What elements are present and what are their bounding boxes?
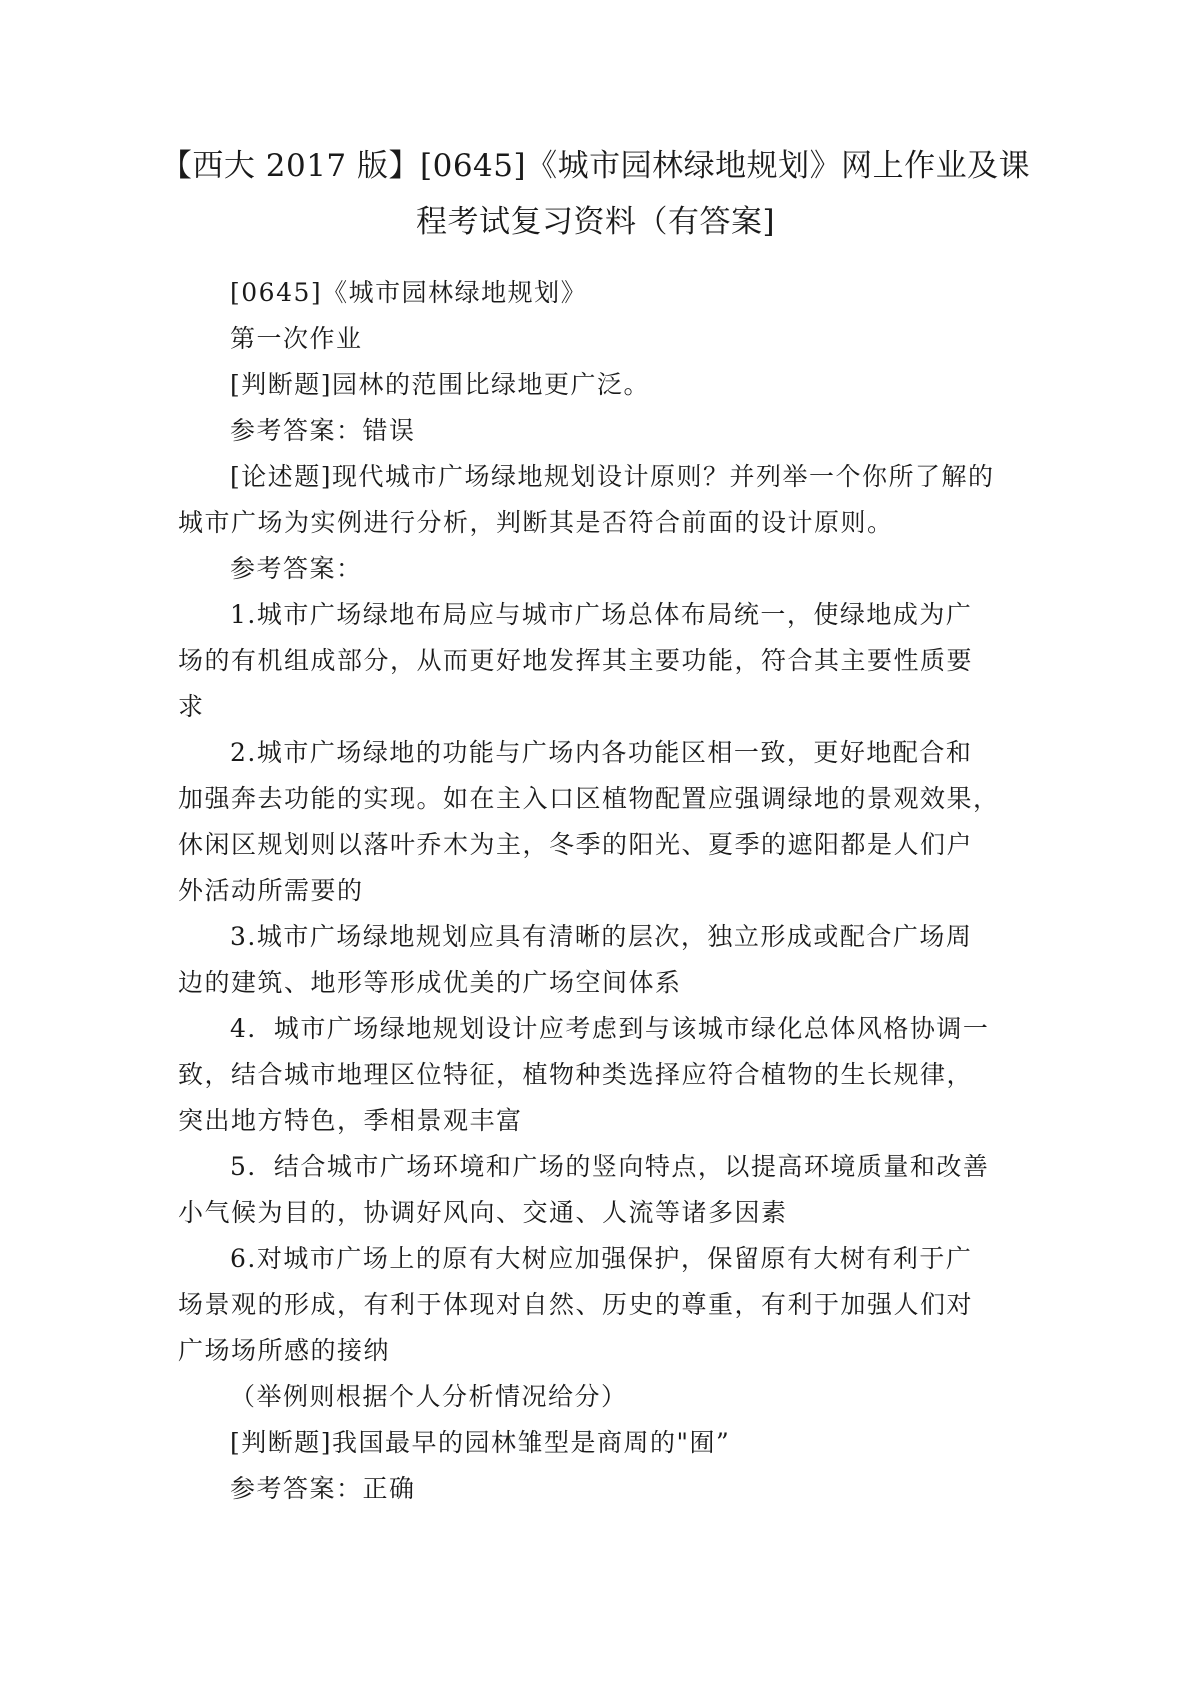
document-body [178, 270, 1018, 1512]
body-line: 参考答案：正确 [230, 1474, 416, 1503]
body-line: 参考答案： [230, 554, 363, 583]
body-line: 第一次作业 [230, 324, 363, 353]
body-line: 小气候为目的，协调好风向、交通、人流等诸多因素 [178, 1198, 788, 1227]
body-line: [判断题]园林的范围比绿地更广泛。 [230, 370, 651, 399]
body-line: 参考答案：错误 [230, 416, 416, 445]
body-line: （举例则根据个人分析情况给分） [230, 1382, 628, 1411]
body-line: [论述题]现代城市广场绿地规划设计原则？并列举一个你所了解的 [230, 462, 995, 491]
body-line: 突出地方特色，季相景观丰富 [178, 1106, 523, 1135]
body-line: 5．结合城市广场环境和广场的竖向特点，以提高环境质量和改善 [230, 1152, 990, 1181]
title-line-1: 【西大 2017 版】[0645]《城市园林绿地规划》网上作业及课 [160, 148, 1031, 184]
body-line: 致，结合城市地理区位特征，植物种类选择应符合植物的生长规律， [178, 1060, 974, 1089]
body-line: 6.对城市广场上的原有大树应加强保护，保留原有大树有利于广 [230, 1244, 973, 1273]
body-line: 广场场所感的接纳 [178, 1336, 391, 1365]
title-line-2: 程考试复习资料（有答案] [415, 204, 776, 240]
body-line: 场的有机组成部分，从而更好地发挥其主要功能，符合其主要性质要 [178, 646, 974, 675]
body-line: 休闲区规划则以落叶乔木为主，冬季的阳光、夏季的遮阳都是人们户 [178, 830, 974, 859]
body-line: 3.城市广场绿地规划应具有清晰的层次，独立形成或配合广场周 [230, 922, 973, 951]
document-title [150, 138, 1041, 250]
body-line: 1.城市广场绿地布局应与城市广场总体布局统一，使绿地成为广 [230, 600, 973, 629]
body-line: 4．城市广场绿地规划设计应考虑到与该城市绿化总体风格协调一 [230, 1014, 990, 1043]
body-line: 场景观的形成，有利于体现对自然、历史的尊重，有利于加强人们对 [178, 1290, 974, 1319]
body-line: 外活动所需要的 [178, 876, 364, 905]
body-line: [0645]《城市园林绿地规划》 [230, 278, 588, 307]
body-line: 城市广场为实例进行分析，判断其是否符合前面的设计原则。 [178, 508, 894, 537]
body-line: 边的建筑、地形等形成优美的广场空间体系 [178, 968, 682, 997]
body-line: [判断题]我国最早的园林雏型是商周的"囿” [230, 1428, 731, 1457]
body-line: 求 [178, 692, 205, 721]
body-line: 加强奔去功能的实现。如在主入口区植物配置应强调绿地的景观效果， [178, 784, 1000, 813]
body-line: 2.城市广场绿地的功能与广场内各功能区相一致，更好地配合和 [230, 738, 973, 767]
